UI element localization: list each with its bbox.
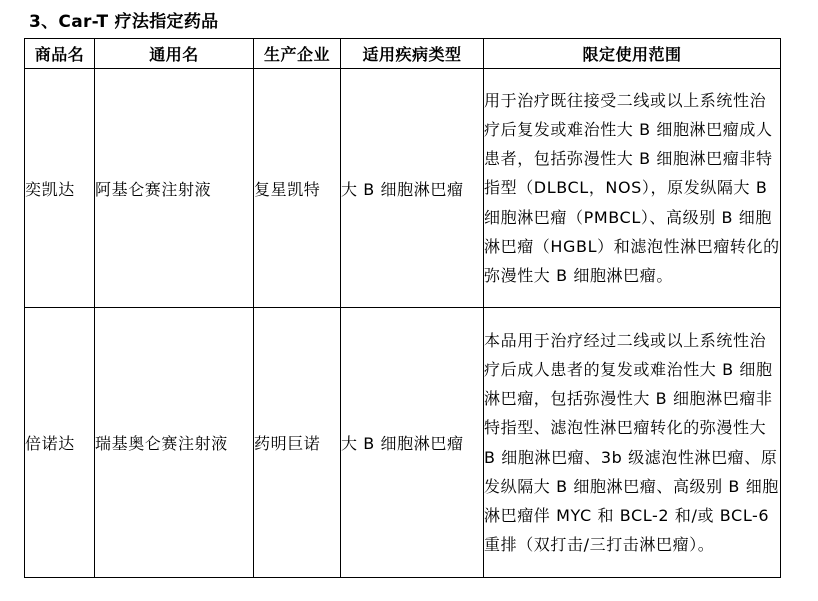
header-brand: 商品名: [25, 39, 95, 69]
cell-scope: 本品用于治疗经过二线或以上系统性治疗后成人患者的复发或难治性大 B 细胞淋巴瘤，包括弥漫性大 B 细胞淋巴瘤非特指型、滤泡性淋巴瘤转化的弥漫性大 B 细胞淋巴瘤、3b 级滤泡性淋巴瘤、原发纵隔大 B 细胞淋巴瘤、高级别 B 细胞淋巴瘤伴 MYC 和 BCL-2 和/或 BCL-6 重排（双打击/三打击淋巴瘤）。: [484, 308, 781, 578]
table-header-row: [25, 39, 781, 69]
section-title: 3、Car-T 疗法指定药品: [29, 12, 219, 32]
cell-disease: 大 B 细胞淋巴瘤: [341, 69, 484, 308]
cell-generic: 瑞基奥仑赛注射液: [95, 308, 254, 578]
cell-manufacturer: 药明巨诺: [254, 308, 341, 578]
cell-manufacturer: 复星凯特: [254, 69, 341, 308]
cell-brand: 奕凯达: [25, 69, 95, 308]
table-row: [25, 69, 781, 308]
header-generic: 通用名: [95, 39, 254, 69]
table-row: [25, 308, 781, 578]
cell-disease: 大 B 细胞淋巴瘤: [341, 308, 484, 578]
header-manufacturer: 生产企业: [254, 39, 341, 69]
cell-generic: 阿基仑赛注射液: [95, 69, 254, 308]
cell-brand: 倍诺达: [25, 308, 95, 578]
drug-table: [24, 38, 781, 578]
cell-scope: 用于治疗既往接受二线或以上系统性治疗后复发或难治性大 B 细胞淋巴瘤成人患者，包括弥漫性大 B 细胞淋巴瘤非特指型（DLBCL，NOS），原发纵隔大 B 细胞淋巴瘤（PMBCL）、高级别 B 细胞淋巴瘤（HGBL）和滤泡性淋巴瘤转化的弥漫性大 B 细胞淋巴瘤。: [484, 69, 781, 308]
header-scope: 限定使用范围: [484, 39, 781, 69]
header-disease: 适用疾病类型: [341, 39, 484, 69]
